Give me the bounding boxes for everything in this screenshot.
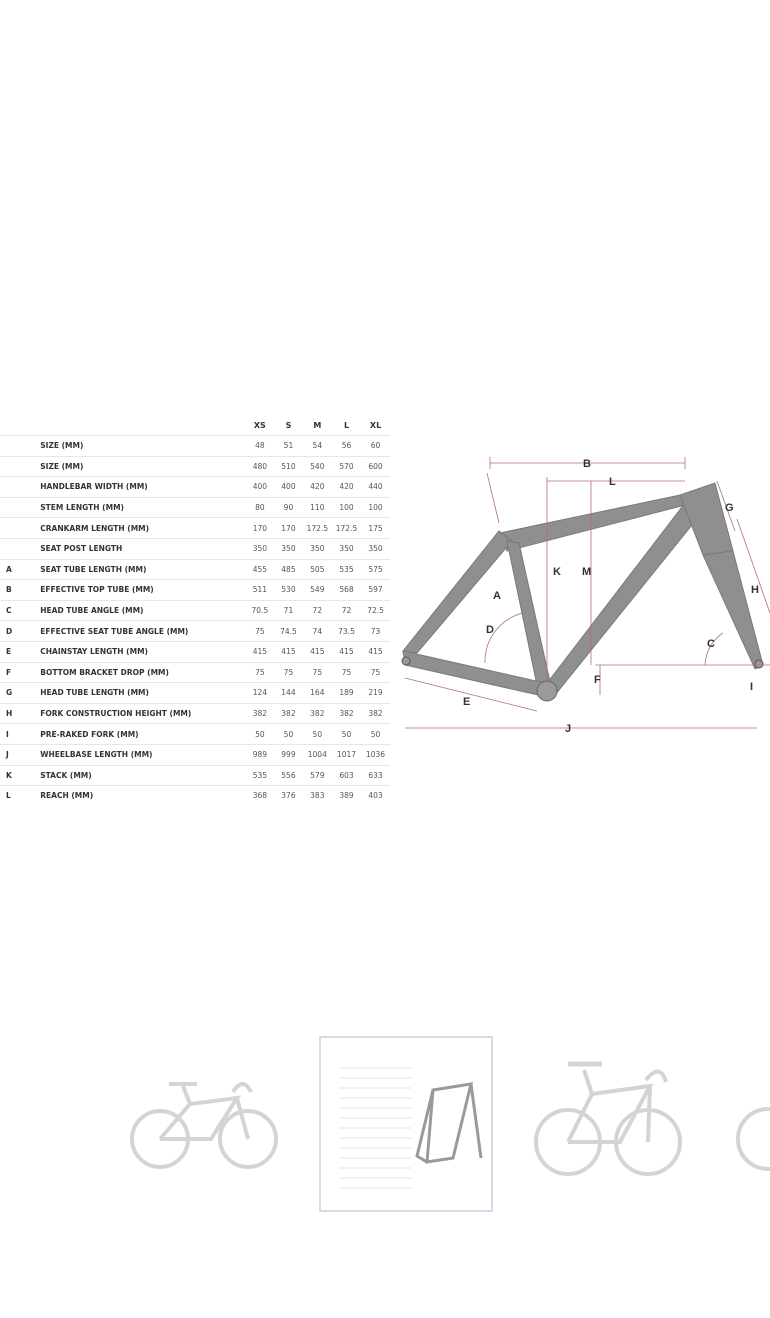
row-value-l: 56 (332, 436, 361, 457)
row-value-xl: 175 (361, 518, 390, 539)
row-value-xl: 219 (361, 683, 390, 704)
row-value-l: 75 (332, 662, 361, 683)
row-value-s: 75 (274, 662, 303, 683)
row-value-l: 350 (332, 538, 361, 559)
row-label: CHAINSTAY LENGTH (MM) (39, 641, 245, 662)
row-value-s: 90 (274, 497, 303, 518)
row-label: HEAD TUBE ANGLE (MM) (39, 600, 245, 621)
row-value-m: 110 (303, 497, 332, 518)
row-label: STEM LENGTH (MM) (39, 497, 245, 518)
image-thumbnail-strip (0, 1036, 770, 1214)
bike-front-icon (528, 1036, 688, 1212)
row-value-xl: 382 (361, 703, 390, 724)
row-value-l: 73.5 (332, 621, 361, 642)
row-letter (0, 456, 39, 477)
row-label: SEAT TUBE LENGTH (MM) (39, 559, 245, 580)
row-value-xs: 75 (246, 662, 275, 683)
geometry-row (0, 683, 390, 704)
geometry-row (0, 538, 390, 559)
row-value-s: 999 (274, 744, 303, 765)
size-header-xl: XL (369, 420, 382, 430)
row-value-m: 72 (303, 600, 332, 621)
geometry-row (0, 744, 390, 765)
row-value-m: 383 (303, 786, 332, 806)
geometry-row (0, 580, 390, 601)
geometry-row (0, 641, 390, 662)
row-label: STACK (MM) (39, 765, 245, 786)
row-value-xs: 70.5 (246, 600, 275, 621)
row-value-xs: 75 (246, 621, 275, 642)
row-value-m: 415 (303, 641, 332, 662)
row-label: FORK CONSTRUCTION HEIGHT (MM) (39, 703, 245, 724)
row-label: REACH (MM) (39, 786, 245, 806)
geometry-row (0, 497, 390, 518)
row-value-xl: 415 (361, 641, 390, 662)
geometry-row (0, 600, 390, 621)
geometry-row (0, 621, 390, 642)
thumbnail-bike-front[interactable] (528, 1036, 688, 1212)
geometry-table (0, 415, 390, 806)
row-letter: I (0, 724, 39, 745)
row-label: HANDLEBAR WIDTH (MM) (39, 477, 245, 498)
dim-label-a: A (493, 590, 501, 602)
size-header-l: L (343, 420, 350, 430)
row-value-m: 1004 (303, 744, 332, 765)
geometry-row (0, 724, 390, 745)
geometry-row (0, 436, 390, 457)
dim-label-j: J (565, 723, 572, 735)
row-value-l: 50 (332, 724, 361, 745)
row-letter: F (0, 662, 39, 683)
thumbnail-bike-partial[interactable] (730, 1036, 770, 1212)
row-value-m: 50 (303, 724, 332, 745)
row-value-xs: 400 (246, 477, 275, 498)
frame-diagram (395, 433, 770, 743)
row-value-m: 54 (303, 436, 332, 457)
row-value-xl: 633 (361, 765, 390, 786)
row-value-xl: 50 (361, 724, 390, 745)
geometry-row (0, 786, 390, 806)
row-letter (0, 436, 39, 457)
row-value-xl: 597 (361, 580, 390, 601)
row-value-s: 74.5 (274, 621, 303, 642)
row-value-s: 556 (274, 765, 303, 786)
row-label: SIZE (MM) (39, 456, 245, 477)
dim-label-i: I (750, 681, 754, 693)
row-letter: H (0, 703, 39, 724)
row-value-l: 603 (332, 765, 361, 786)
row-letter: L (0, 786, 39, 806)
geometry-rows (0, 436, 390, 806)
row-value-xl: 1036 (361, 744, 390, 765)
row-label: WHEELBASE LENGTH (MM) (39, 744, 245, 765)
row-value-s: 415 (274, 641, 303, 662)
geometry-row (0, 456, 390, 477)
size-header-s: S (285, 420, 292, 430)
size-header-row (0, 415, 390, 436)
geometry-row (0, 703, 390, 724)
row-value-xl: 100 (361, 497, 390, 518)
row-letter: E (0, 641, 39, 662)
row-letter (0, 538, 39, 559)
row-value-l: 72 (332, 600, 361, 621)
row-value-m: 164 (303, 683, 332, 704)
row-label: EFFECTIVE TOP TUBE (MM) (39, 580, 245, 601)
geometry-row (0, 477, 390, 498)
row-value-xl: 60 (361, 436, 390, 457)
row-value-l: 415 (332, 641, 361, 662)
row-value-xl: 73 (361, 621, 390, 642)
row-value-s: 144 (274, 683, 303, 704)
row-value-xs: 350 (246, 538, 275, 559)
row-value-xs: 535 (246, 765, 275, 786)
row-letter: A (0, 559, 39, 580)
row-value-xl: 75 (361, 662, 390, 683)
row-value-m: 549 (303, 580, 332, 601)
geometry-row (0, 559, 390, 580)
row-value-xs: 80 (246, 497, 275, 518)
dim-label-e: E (463, 696, 471, 708)
row-value-xs: 368 (246, 786, 275, 806)
row-value-m: 75 (303, 662, 332, 683)
row-label: HEAD TUBE LENGTH (MM) (39, 683, 245, 704)
row-value-xs: 48 (246, 436, 275, 457)
row-value-xl: 72.5 (361, 600, 390, 621)
row-value-m: 172.5 (303, 518, 332, 539)
row-value-m: 505 (303, 559, 332, 580)
dim-label-f: F (594, 674, 601, 686)
row-label: PRE-RAKED FORK (MM) (39, 724, 245, 745)
row-value-s: 510 (274, 456, 303, 477)
row-value-s: 50 (274, 724, 303, 745)
size-header-xs: XS (253, 420, 266, 430)
row-value-xs: 382 (246, 703, 275, 724)
row-value-l: 189 (332, 683, 361, 704)
row-letter (0, 497, 39, 518)
row-value-xs: 511 (246, 580, 275, 601)
row-label: SIZE (MM) (39, 436, 245, 457)
row-value-xl: 440 (361, 477, 390, 498)
row-letter: K (0, 765, 39, 786)
geometry-row (0, 765, 390, 786)
row-letter: G (0, 683, 39, 704)
bike-partial-icon (730, 1036, 770, 1212)
label-col-header (39, 415, 245, 436)
letter-col-header (0, 415, 39, 436)
geometry-row (0, 662, 390, 683)
row-value-xs: 50 (246, 724, 275, 745)
row-value-xs: 415 (246, 641, 275, 662)
bike-side-icon (125, 1036, 285, 1212)
size-header-m: M (313, 420, 322, 430)
dim-label-b: B (583, 458, 591, 470)
thumbnail-bike-side[interactable] (125, 1036, 285, 1212)
row-letter: J (0, 744, 39, 765)
row-letter (0, 477, 39, 498)
row-value-l: 1017 (332, 744, 361, 765)
row-value-l: 568 (332, 580, 361, 601)
geometry-section (0, 415, 770, 801)
row-letter: C (0, 600, 39, 621)
row-value-xl: 403 (361, 786, 390, 806)
row-value-l: 100 (332, 497, 361, 518)
row-value-xl: 575 (361, 559, 390, 580)
row-value-s: 400 (274, 477, 303, 498)
row-value-xl: 600 (361, 456, 390, 477)
row-value-m: 540 (303, 456, 332, 477)
row-value-xs: 455 (246, 559, 275, 580)
row-value-s: 350 (274, 538, 303, 559)
dim-label-m: M (582, 566, 592, 578)
row-value-m: 420 (303, 477, 332, 498)
row-value-l: 389 (332, 786, 361, 806)
row-value-xl: 350 (361, 538, 390, 559)
dim-label-c: C (707, 638, 715, 650)
row-value-m: 382 (303, 703, 332, 724)
row-value-l: 420 (332, 477, 361, 498)
row-value-l: 172.5 (332, 518, 361, 539)
row-value-s: 376 (274, 786, 303, 806)
dim-label-d: D (486, 624, 494, 636)
row-value-s: 530 (274, 580, 303, 601)
row-letter: D (0, 621, 39, 642)
row-value-s: 51 (274, 436, 303, 457)
dim-label-k: K (553, 566, 561, 578)
dim-label-g: G (725, 502, 734, 514)
row-value-xs: 989 (246, 744, 275, 765)
row-value-xs: 480 (246, 456, 275, 477)
row-value-m: 579 (303, 765, 332, 786)
frame-shape (402, 483, 763, 701)
row-value-m: 350 (303, 538, 332, 559)
geometry-chart-icon (321, 1038, 491, 1210)
row-value-m: 74 (303, 621, 332, 642)
row-value-s: 485 (274, 559, 303, 580)
thumbnail-geometry-chart[interactable] (319, 1036, 493, 1212)
row-value-l: 570 (332, 456, 361, 477)
row-label: BOTTOM BRACKET DROP (MM) (39, 662, 245, 683)
row-label: SEAT POST LENGTH (39, 538, 245, 559)
row-value-xs: 124 (246, 683, 275, 704)
row-value-l: 382 (332, 703, 361, 724)
row-label: EFFECTIVE SEAT TUBE ANGLE (MM) (39, 621, 245, 642)
geometry-row (0, 518, 390, 539)
row-value-s: 382 (274, 703, 303, 724)
row-letter (0, 518, 39, 539)
row-label: CRANKARM LENGTH (MM) (39, 518, 245, 539)
dim-label-l: L (609, 476, 616, 488)
row-value-s: 71 (274, 600, 303, 621)
row-value-s: 170 (274, 518, 303, 539)
row-value-l: 535 (332, 559, 361, 580)
row-letter: B (0, 580, 39, 601)
row-value-xs: 170 (246, 518, 275, 539)
dim-label-h: H (751, 584, 759, 596)
